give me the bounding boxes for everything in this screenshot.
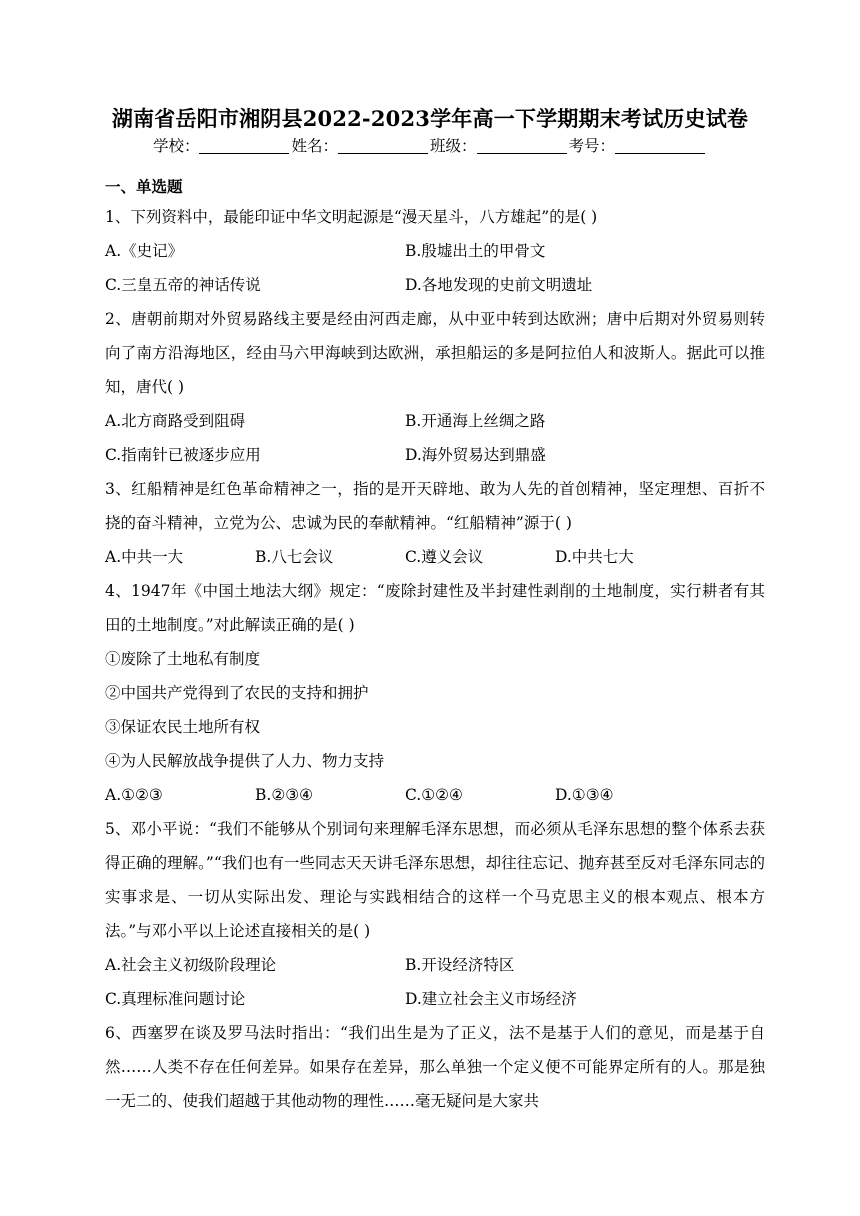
question-2-options — [105, 404, 765, 472]
question-5-option-d[interactable]: D.建立社会主义市场经济 — [405, 990, 577, 1008]
name-label: 姓名： — [291, 137, 338, 155]
question-4-statement-4: ④为人民解放战争提供了人力、物力支持 — [105, 752, 385, 770]
name-blank[interactable] — [338, 137, 428, 154]
school-label: 学校： — [152, 137, 200, 155]
question-3-option-c[interactable]: C.遵义会议 — [405, 548, 484, 566]
question-4: 4、1947年《中国土地法大纲》规定：“废除封建性及半封建性剥削的土地制度，实行耕者有其田的土地制度。”对此解读正确的是( ) — [105, 582, 765, 634]
student-info-line — [0, 134, 860, 158]
question-1: 1、下列资料中，最能印证中华文明起源是“漫天星斗，八方雄起”的是( ) — [105, 208, 598, 226]
class-label: 班级： — [430, 137, 477, 155]
exam-number-blank[interactable] — [615, 137, 705, 154]
question-4-option-c[interactable]: C.①②④ — [405, 786, 463, 804]
exam-title: 湖南省岳阳市湘阴县2022-2023学年高一下学期期末考试历史试卷 — [111, 106, 749, 131]
question-2-option-c[interactable]: C.指南针已被逐步应用 — [105, 446, 261, 464]
question-4-statement-2: ②中国共产党得到了农民的支持和拥护 — [105, 684, 369, 702]
question-5-option-a[interactable]: A.社会主义初级阶段理论 — [105, 956, 277, 974]
question-1-option-d[interactable]: D.各地发现的史前文明遗址 — [405, 276, 593, 294]
question-2-option-a[interactable]: A.北方商路受到阻碍 — [105, 412, 246, 430]
question-3-option-b[interactable]: B.八七会议 — [255, 548, 334, 566]
question-4-options — [105, 778, 765, 812]
question-3: 3、红船精神是红色革命精神之一，指的是开天辟地、敢为人先的首创精神，坚定理想、百折不挠的奋斗精神，立党为公、忠诚为民的奉献精神。“红船精神”源于( ) — [105, 480, 765, 532]
question-5-option-c[interactable]: C.真理标准问题讨论 — [105, 990, 246, 1008]
question-3-option-a[interactable]: A.中共一大 — [105, 548, 184, 566]
question-3-option-d[interactable]: D.中共七大 — [555, 548, 634, 566]
exam-content — [105, 176, 765, 1118]
question-5-options — [105, 948, 765, 1016]
school-blank[interactable] — [199, 137, 289, 154]
exam-number-label: 考号： — [568, 137, 616, 155]
question-1-options — [105, 234, 765, 302]
question-5: 5、邓小平说：“我们不能够从个别词句来理解毛泽东思想，而必须从毛泽东思想的整个体系去获得正确的理解。”“我们也有一些同志天天讲毛泽东思想，却往往忘记、抛弃甚至反对毛泽东同志的实事求是、一切从实际出发、理论与实践相结合的这样一个马克思主义的根本观点、根本方法。”与邓小平以上论述直接相关的是( ) — [105, 820, 765, 940]
question-3-options — [105, 540, 765, 574]
question-4-statement-3: ③保证农民土地所有权 — [105, 718, 261, 736]
question-4-option-b[interactable]: B.②③④ — [255, 786, 314, 804]
question-5-option-b[interactable]: B.开设经济特区 — [405, 956, 515, 974]
question-4-option-d[interactable]: D.①③④ — [555, 786, 614, 804]
question-4-statement-1: ①废除了土地私有制度 — [105, 650, 261, 668]
question-2-option-d[interactable]: D.海外贸易达到鼎盛 — [405, 446, 546, 464]
question-2: 2、唐朝前期对外贸易路线主要是经由河西走廊，从中亚中转到达欧洲；唐中后期对外贸易则转向了南方沿海地区，经由马六甲海峡到达欧洲，承担船运的多是阿拉伯人和波斯人。据此可以推知，唐代( ) — [105, 310, 765, 396]
question-6: 6、西塞罗在谈及罗马法时指出：“我们出生是为了正义，法不是基于人们的意见，而是基于自然……人类不存在任何差异。如果存在差异，那么单独一个定义便不可能界定所有的人。那是独一无二的、使我们超越于其他动物的理性……毫无疑问是大家共 — [105, 1024, 765, 1110]
question-1-option-b[interactable]: B.殷墟出土的甲骨文 — [405, 242, 546, 260]
question-2-option-b[interactable]: B.开通海上丝绸之路 — [405, 412, 546, 430]
section-heading: 一、单选题 — [105, 177, 183, 196]
question-4-option-a[interactable]: A.①②③ — [105, 786, 163, 804]
question-1-option-c[interactable]: C.三皇五帝的神话传说 — [105, 276, 261, 294]
class-blank[interactable] — [477, 137, 567, 154]
question-1-option-a[interactable]: A.《史记》 — [105, 242, 184, 260]
